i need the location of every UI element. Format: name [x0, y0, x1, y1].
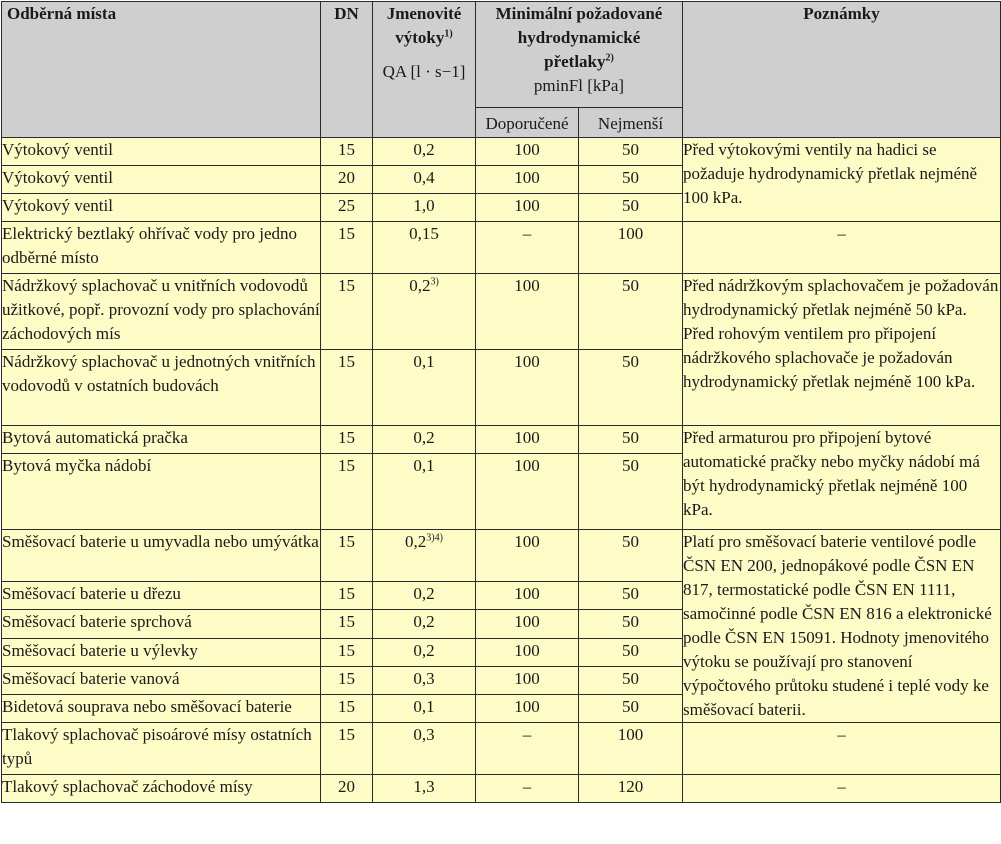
row-name: Směšovací baterie sprchová [2, 610, 321, 638]
note-mixing-taps: Platí pro směšovací baterie ventilové podle ČSN EN 200, jednopákové podle ČSN EN 817, termostatické podle ČSN EN 1111, samočinné podle ČSN EN 816 a elektronické podle ČSN EN 15091. Hodnoty jmenovitého výtoku se používají pro stanovení výpočtového průtoku studené i teplé vody ke směšovací baterii. [683, 530, 1001, 723]
row-dn: 20 [321, 166, 373, 194]
row-recommended: – [476, 775, 579, 803]
row-name: Směšovací baterie u umyvadla nebo umývátka [2, 530, 321, 582]
row-flow: 0,15 [373, 222, 476, 274]
header-pressure-line1: Minimální požadované [495, 4, 663, 23]
row-dn: 15 [321, 350, 373, 426]
row-dn: 15 [321, 530, 373, 582]
note-washer-dishwasher: Před armaturou pro připojení bytové automatické pračky nebo myčky nádobí má být hydrodynamický přetlak nejméně 100 kPa. [683, 426, 1001, 530]
row-minimum: 50 [579, 350, 683, 426]
row-name: Nádržkový splachovač u vnitřních vodovodů užitkové, popř. provozní vody pro splachování záchodových mís [2, 274, 321, 350]
row-name: Tlakový splachovač záchodové mísy [2, 775, 321, 803]
row-recommended: 100 [476, 610, 579, 638]
header-name: Odběrná místa [2, 2, 321, 138]
header-recommended: Doporučené [476, 108, 579, 138]
header-pressure-units: pminFl [kPa] [533, 76, 625, 95]
note-outlet-valves: Před výtokovými ventily na hadici se požaduje hydrodynamický přetlak nejméně 100 kPa. [683, 138, 1001, 222]
row-dn: 15 [321, 582, 373, 610]
row-minimum: 50 [579, 274, 683, 350]
table-row [2, 775, 1001, 803]
row-recommended: 100 [476, 274, 579, 350]
row-name: Elektrický beztlaký ohřívač vody pro jedno odběrné místo [2, 222, 321, 274]
row-dn: 15 [321, 638, 373, 666]
row-name: Bytová automatická pračka [2, 426, 321, 454]
row-flow: 0,2 [373, 638, 476, 666]
row-flow: 0,3 [373, 723, 476, 775]
row-minimum: 50 [579, 638, 683, 666]
row-recommended: 100 [476, 166, 579, 194]
row-flow: 0,2 [373, 426, 476, 454]
row-minimum: 100 [579, 222, 683, 274]
row-flow: 0,2$^{3)}$ [373, 274, 476, 350]
row-recommended: 100 [476, 426, 579, 454]
row-name: Bytová myčka nádobí [2, 454, 321, 530]
row-minimum: 50 [579, 582, 683, 610]
row-name: Výtokový ventil [2, 138, 321, 166]
row-name: Směšovací baterie u dřezu [2, 582, 321, 610]
table-row [2, 723, 1001, 775]
table-row [2, 530, 1001, 582]
row-recommended: 100 [476, 582, 579, 610]
row-recommended: 100 [476, 666, 579, 694]
row-dn: 15 [321, 222, 373, 274]
header-flow-units: QA [l · s−1] [382, 62, 466, 81]
footnote-ref: 3) [430, 276, 439, 288]
row-minimum: 50 [579, 426, 683, 454]
row-minimum: 50 [579, 454, 683, 530]
footnote-ref: 3)4) [426, 532, 443, 544]
header-minimum: Nejmenší [579, 108, 683, 138]
row-dn: 15 [321, 610, 373, 638]
row-flow: 1,3 [373, 775, 476, 803]
row-flow: 0,2 [373, 138, 476, 166]
spec-table [1, 1, 1001, 803]
header-pressure-line3: přetlaky [544, 52, 606, 71]
row-recommended: – [476, 222, 579, 274]
row-flow: 0,1 [373, 350, 476, 426]
row-flow: 1,0 [373, 194, 476, 222]
header-notes: Poznámky [683, 2, 1001, 138]
row-name: Výtokový ventil [2, 194, 321, 222]
row-flow: 0,2 [373, 610, 476, 638]
row-recommended: – [476, 723, 579, 775]
row-minimum: 120 [579, 775, 683, 803]
row-recommended: 100 [476, 138, 579, 166]
row-dn: 15 [321, 138, 373, 166]
row-minimum: 50 [579, 194, 683, 222]
row-flow: 0,3 [373, 666, 476, 694]
row-name: Směšovací baterie u výlevky [2, 638, 321, 666]
table-row [2, 426, 1001, 454]
row-name: Nádržkový splachovač u jednotných vnitřních vodovodů v ostatních budovách [2, 350, 321, 426]
row-recommended: 100 [476, 454, 579, 530]
row-dn: 25 [321, 194, 373, 222]
row-minimum: 50 [579, 610, 683, 638]
table-row [2, 274, 1001, 350]
note-empty: – [683, 775, 1001, 803]
row-name: Výtokový ventil [2, 166, 321, 194]
header-pressure-line2: hydrodynamické [517, 28, 641, 47]
row-name: Tlakový splachovač pisoárové mísy ostatních typů [2, 723, 321, 775]
note-empty: – [683, 723, 1001, 775]
header-flow-line1: Jmenovité [386, 4, 462, 23]
row-name: Bidetová souprava nebo směšovací baterie [2, 694, 321, 722]
row-recommended: 100 [476, 694, 579, 722]
header-dn: DN [321, 2, 373, 138]
row-recommended: 100 [476, 194, 579, 222]
row-dn: 20 [321, 775, 373, 803]
row-flow: 0,1 [373, 694, 476, 722]
row-minimum: 50 [579, 694, 683, 722]
row-recommended: 100 [476, 530, 579, 582]
row-dn: 15 [321, 274, 373, 350]
header-pressure [476, 2, 683, 108]
note-cistern: Před nádržkovým splachovačem je požadován hydrodynamický přetlak nejméně 50 kPa. Před rohovým ventilem pro připojení nádržkového splachovače je požadován hydrodynamický přetlak nejméně 100 kPa. [683, 274, 1001, 426]
row-recommended: 100 [476, 350, 579, 426]
row-dn: 15 [321, 694, 373, 722]
row-flow: 0,2 [373, 582, 476, 610]
row-minimum: 50 [579, 530, 683, 582]
note-empty: – [683, 222, 1001, 274]
table-row [2, 222, 1001, 274]
row-dn: 15 [321, 723, 373, 775]
row-dn: 15 [321, 666, 373, 694]
header-pressure-sup: 2) [605, 52, 614, 64]
row-dn: 15 [321, 454, 373, 530]
row-minimum: 100 [579, 723, 683, 775]
row-minimum: 50 [579, 666, 683, 694]
row-flow: $0,2^{3)4)}$ [373, 530, 476, 582]
header-flow-line2: výtoky [395, 28, 445, 47]
table-row [2, 138, 1001, 166]
row-dn: 15 [321, 426, 373, 454]
header-flow [373, 2, 476, 138]
row-name: Směšovací baterie vanová [2, 666, 321, 694]
row-minimum: 50 [579, 166, 683, 194]
row-flow: 0,1 [373, 454, 476, 530]
row-minimum: 50 [579, 138, 683, 166]
header-flow-sup: 1) [444, 28, 453, 40]
row-flow: 0,4 [373, 166, 476, 194]
row-recommended: 100 [476, 638, 579, 666]
